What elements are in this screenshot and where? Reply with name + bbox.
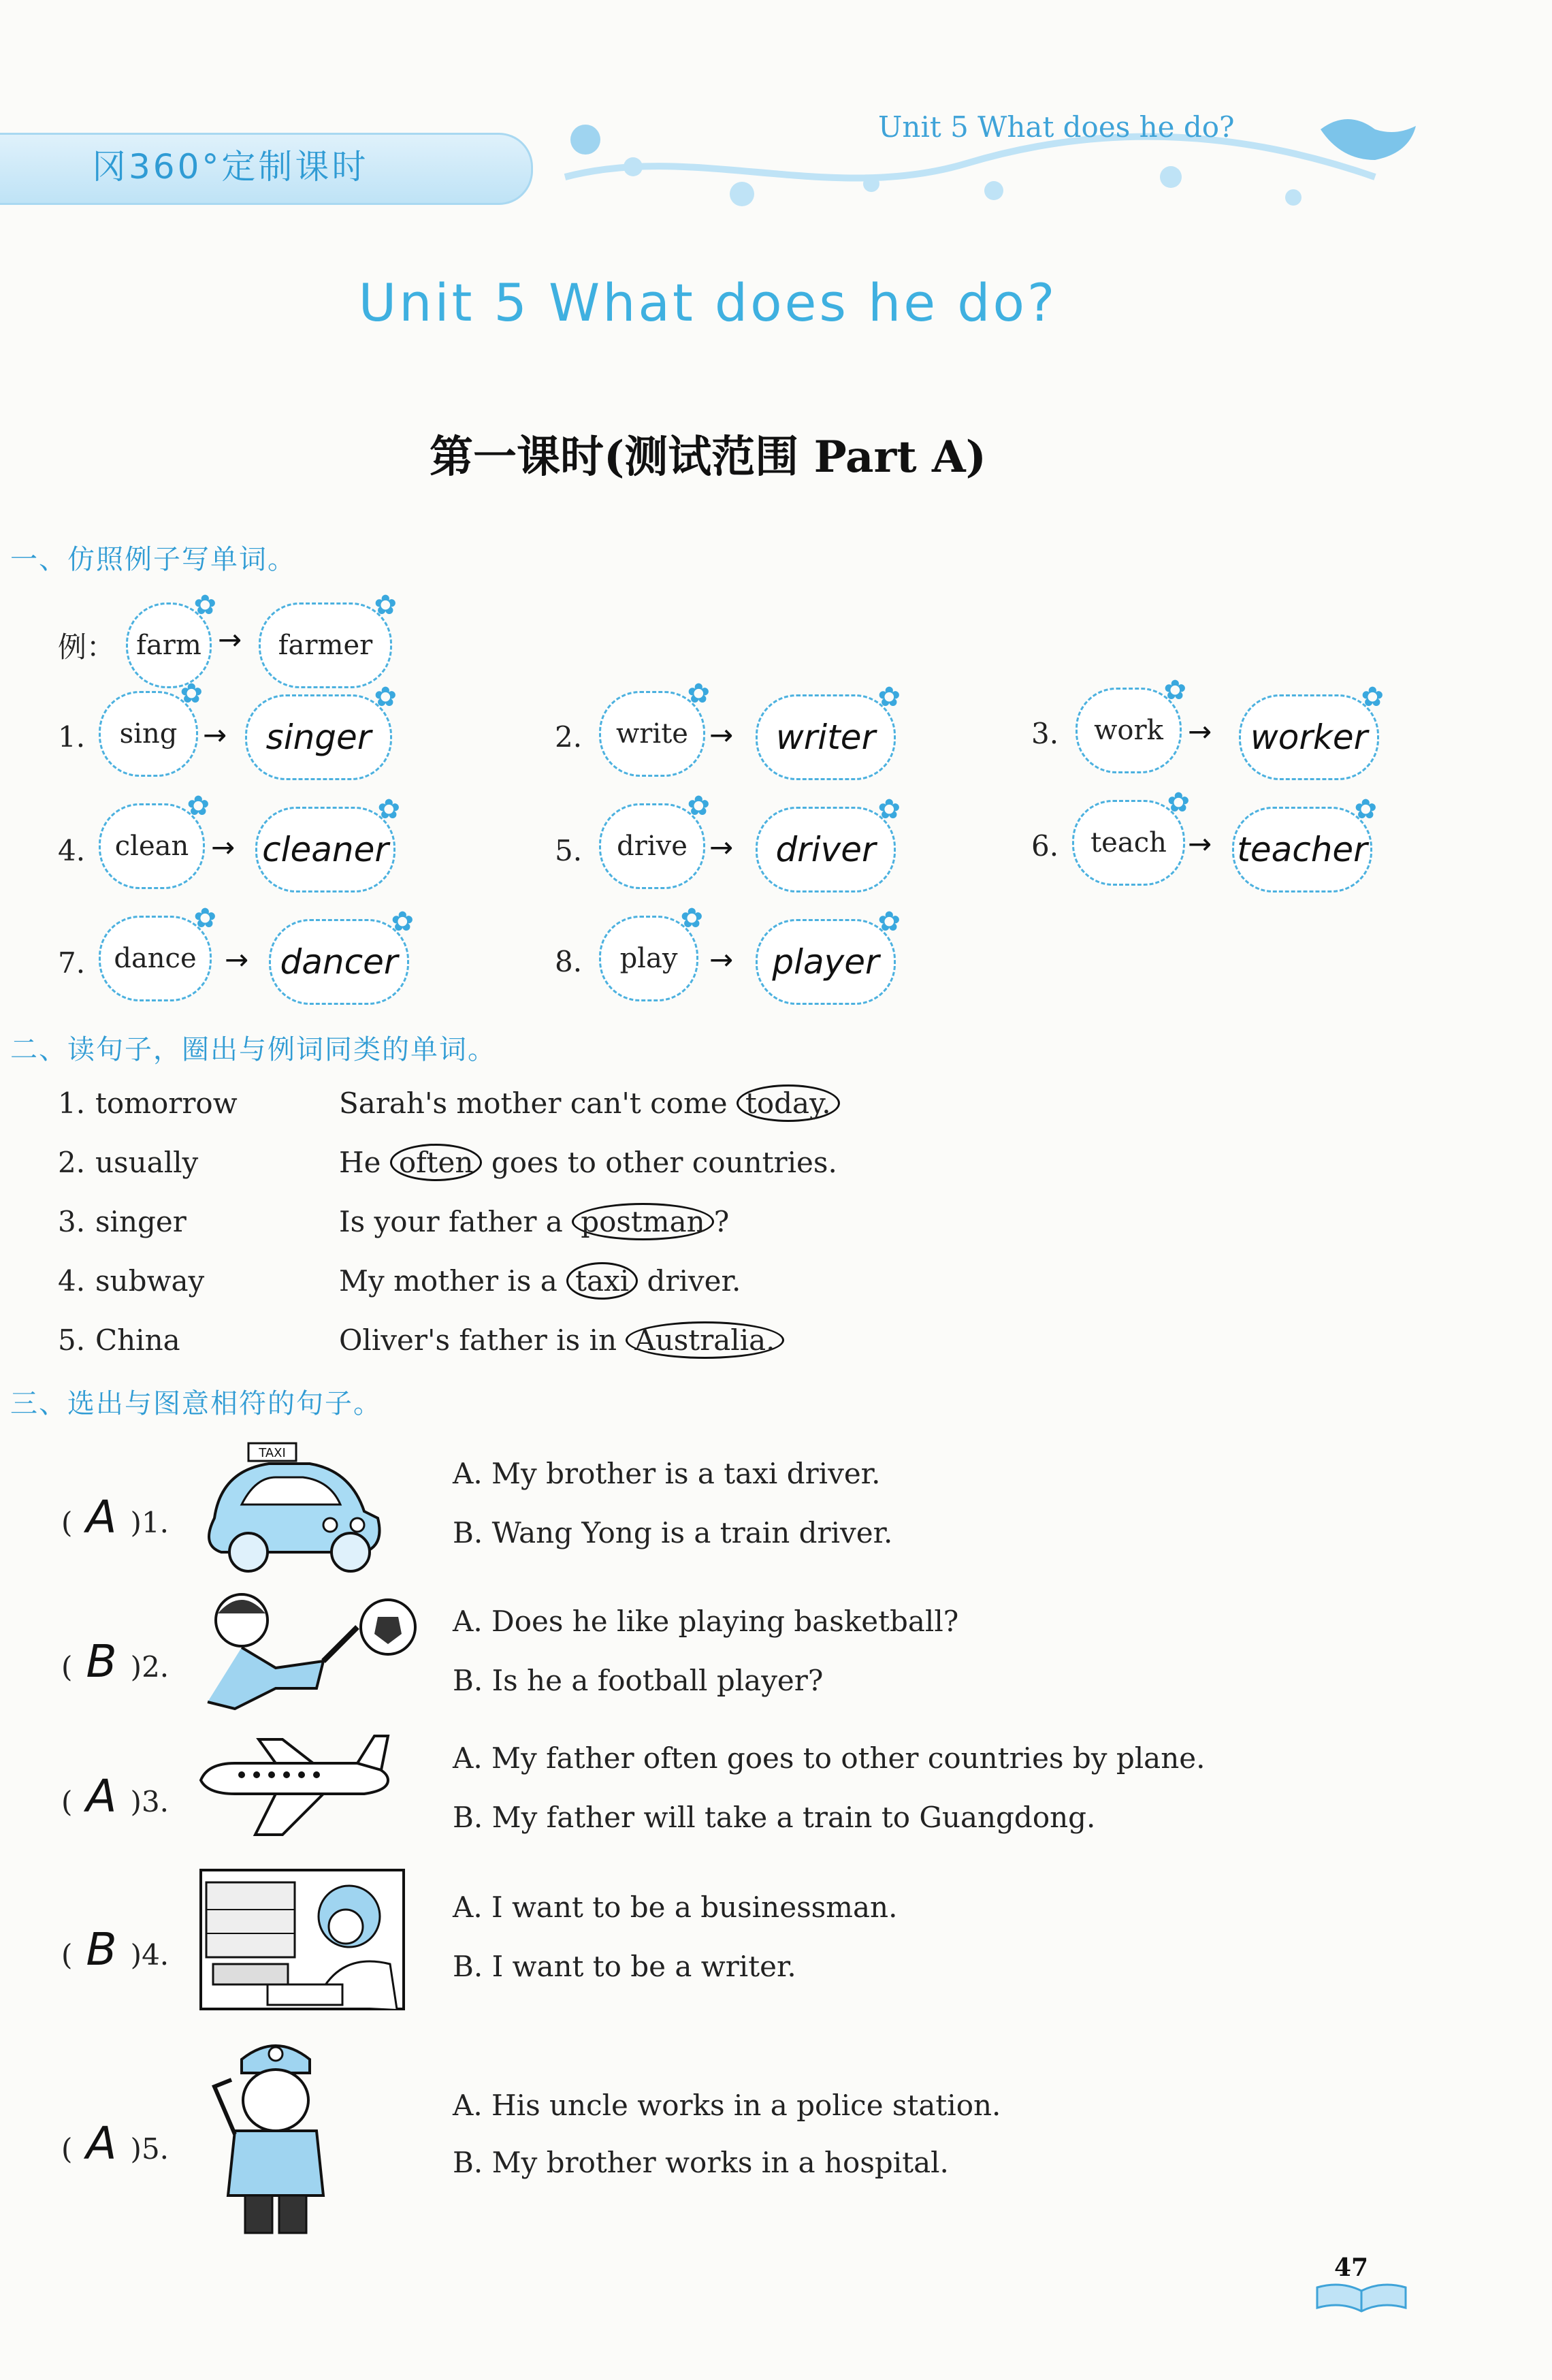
word-cloud (1076, 675, 1186, 773)
handwritten-answer: player (772, 942, 879, 982)
sentence-text: Sarah's mother can't come (339, 1087, 737, 1120)
section3-heading: 三、选出与图意相符的句子。 (10, 1388, 382, 1419)
bow-icon: ✿ (1354, 794, 1377, 825)
bow-icon: ✿ (193, 903, 216, 934)
sentence (339, 1205, 729, 1238)
option-b[interactable]: B. My father will take a train to Guangdong. (453, 1801, 1096, 1834)
handwritten-answer: A (86, 1491, 117, 1543)
bow-icon: ✿ (187, 790, 210, 822)
bow-icon: ✿ (1167, 787, 1190, 818)
arrow-icon: → (203, 718, 227, 752)
circled-word[interactable]: Australia. (626, 1321, 783, 1359)
bow-icon: ✿ (687, 678, 710, 709)
row-number: 2. (58, 1146, 86, 1179)
row-number: 5. (58, 1323, 86, 1357)
answer-paren[interactable]: ( B )4. (61, 1923, 169, 1976)
bow-icon: ✿ (877, 794, 901, 825)
handwritten-answer: A (86, 2117, 117, 2170)
handwritten-answer: B (86, 1923, 117, 1976)
item-number: 8. (555, 945, 583, 978)
circled-word[interactable]: today. (737, 1084, 840, 1122)
option-a[interactable]: A. My brother is a taxi driver. (453, 1457, 881, 1490)
arrow-icon: → (709, 831, 734, 864)
page-title: Unit 5 What does he do? (358, 272, 1058, 333)
sentence-text: My mother is a (339, 1264, 567, 1298)
option-a[interactable]: A. His uncle works in a police station. (453, 2089, 1001, 2122)
arrow-icon: → (225, 943, 249, 976)
item-number: 1. (141, 1506, 169, 1539)
item-number: 3. (1031, 717, 1059, 750)
bow-icon: ✿ (1361, 681, 1384, 713)
handwritten-answer: dancer (280, 942, 398, 982)
example-word: China (95, 1323, 180, 1357)
word: teach (1090, 827, 1167, 858)
option-a[interactable]: A. I want to be a businessman. (453, 1891, 898, 1924)
answer-cloud[interactable] (756, 906, 901, 1005)
page-number: 47 (1334, 2253, 1369, 2282)
example-word-cloud (126, 590, 216, 688)
option-b[interactable]: B. Is he a football player? (453, 1664, 824, 1697)
row-number: 3. (58, 1205, 86, 1238)
answer-paren[interactable]: ( B )2. (61, 1635, 169, 1688)
word: write (616, 718, 688, 750)
header-unit: Unit 5 What does he do? (878, 110, 1235, 144)
answer-cloud[interactable] (269, 906, 414, 1005)
item-number: 7. (58, 946, 86, 980)
lesson-subtitle: 第一课时(测试范围 Part A) (430, 432, 986, 483)
word-cloud (599, 678, 710, 777)
circled-word[interactable]: taxi (566, 1262, 638, 1300)
bow-icon: ✿ (374, 681, 397, 713)
option-b[interactable]: B. Wang Yong is a train driver. (453, 1516, 893, 1549)
item-number: 2. (142, 1650, 169, 1684)
word-cloud (99, 903, 216, 1001)
example-label: 例： (58, 630, 116, 664)
item-number: 5. (141, 2132, 169, 2166)
word: dance (114, 943, 197, 974)
sentence (339, 1323, 784, 1357)
option-b[interactable]: B. My brother works in a hospital. (453, 2146, 949, 2179)
section2-heading: 二、读句子，圈出与例词同类的单词。 (10, 1034, 496, 1065)
circled-word[interactable]: postman (572, 1203, 714, 1240)
option-a[interactable]: A. Does he like playing basketball? (453, 1605, 959, 1638)
sentence (339, 1087, 840, 1120)
item-number: 1. (58, 720, 86, 754)
writer-picture (199, 1869, 405, 2010)
bow-icon: ✿ (877, 681, 901, 713)
example-word: subway (95, 1264, 205, 1298)
item-number: 3. (141, 1785, 169, 1818)
arrow-icon: → (709, 943, 734, 976)
answer-cloud[interactable] (245, 681, 397, 780)
series-label: 冈360°定制课时 (92, 147, 369, 187)
row-number: 4. (58, 1264, 86, 1298)
bow-icon: ✿ (180, 678, 203, 709)
answer-paren[interactable]: ( A )3. (61, 1770, 169, 1822)
example-word: usually (95, 1146, 199, 1179)
answer-paren[interactable]: ( A )1. (61, 1491, 169, 1543)
bow-icon: ✿ (391, 906, 414, 937)
arrow-icon: → (1188, 715, 1212, 748)
item-number: 2. (555, 720, 583, 754)
football-player-picture (194, 1586, 419, 1722)
handwritten-answer: worker (1250, 718, 1368, 757)
word-cloud (599, 790, 710, 889)
word: drive (617, 831, 688, 862)
word-cloud (1072, 787, 1190, 886)
row-number: 1. (58, 1087, 86, 1120)
example-answer: farmer (278, 630, 373, 661)
sentence-text: goes to other countries. (482, 1146, 837, 1179)
answer-cloud[interactable] (1232, 794, 1377, 892)
example-word: tomorrow (95, 1087, 238, 1120)
arrow-icon: → (211, 831, 236, 864)
handwritten-answer: cleaner (262, 830, 389, 869)
handwritten-answer: writer (775, 718, 876, 757)
example-word: farm (136, 630, 201, 661)
sentence (339, 1146, 837, 1179)
book-icon (1314, 2281, 1409, 2315)
circled-word[interactable]: often (390, 1144, 483, 1181)
handwritten-answer: teacher (1237, 830, 1368, 869)
handwritten-answer: B (86, 1635, 117, 1688)
word: work (1094, 715, 1163, 746)
option-a[interactable]: A. My father often goes to other countries by plane. (453, 1741, 1206, 1775)
word-cloud (99, 790, 210, 889)
airplane-picture (194, 1733, 391, 1842)
arrow-icon: → (709, 718, 734, 752)
handwritten-answer: A (86, 1770, 117, 1822)
bird-icon (1321, 119, 1416, 160)
taxi-sign: TAXI (259, 1446, 286, 1460)
option-b[interactable]: B. I want to be a writer. (453, 1950, 796, 1983)
word-cloud (599, 903, 703, 1001)
sentence-text: driver. (638, 1264, 741, 1298)
item-number: 4. (58, 834, 86, 867)
taxi-picture (194, 1436, 391, 1573)
sentence-text: He (339, 1146, 390, 1179)
sentence-text: Oliver's father is in (339, 1323, 626, 1357)
word: play (619, 943, 678, 974)
example-word: singer (95, 1205, 187, 1238)
answer-cloud[interactable] (756, 794, 901, 892)
answer-cloud[interactable] (756, 681, 901, 780)
item-number: 5. (555, 834, 583, 867)
example-answer-cloud (259, 590, 397, 688)
policeman-picture (208, 2032, 344, 2243)
bow-icon: ✿ (1163, 675, 1186, 706)
arrow-icon: → (1188, 827, 1212, 861)
handwritten-answer: driver (775, 830, 876, 869)
bow-icon: ✿ (193, 590, 216, 621)
word: sing (119, 718, 178, 750)
bow-icon: ✿ (377, 794, 400, 825)
bow-icon: ✿ (877, 906, 901, 937)
answer-paren[interactable]: ( A )5. (61, 2117, 169, 2170)
bow-icon: ✿ (687, 790, 710, 822)
answer-cloud[interactable] (255, 794, 400, 892)
answer-cloud[interactable] (1239, 681, 1384, 780)
word-cloud (99, 678, 203, 777)
word: clean (114, 831, 189, 862)
section1-heading: 一、仿照例子写单词。 (10, 544, 296, 575)
sentence (339, 1264, 741, 1298)
item-number: 6. (1031, 829, 1059, 863)
sentence-text: Is your father a (339, 1205, 572, 1238)
item-number: 4. (142, 1938, 169, 1972)
bow-icon: ✿ (680, 903, 703, 934)
arrow-icon: → (218, 623, 242, 656)
bow-icon: ✿ (374, 590, 397, 621)
sentence-text: ? (713, 1205, 730, 1238)
handwritten-answer: singer (265, 718, 372, 757)
